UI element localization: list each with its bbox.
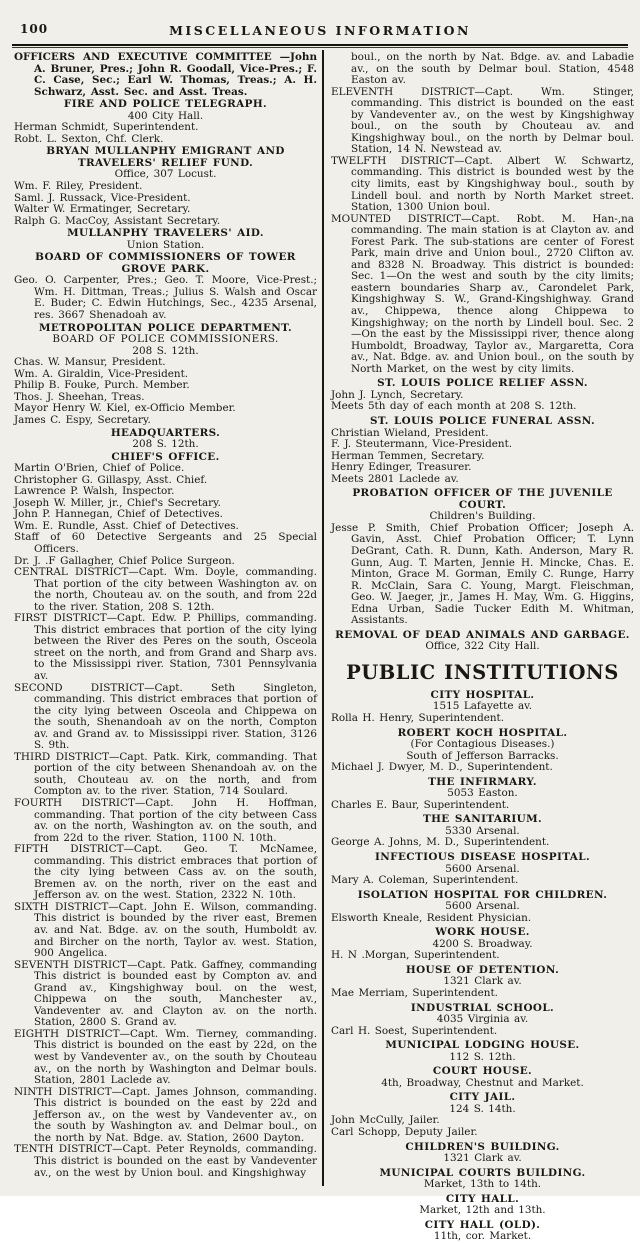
entry-line: Mayor Henry W. Kiel, ex-Officio Member. <box>14 402 236 415</box>
entry-line: Walter W. Ermatinger, Secretary. <box>14 203 191 216</box>
paragraph: CENTRAL DISTRICT—Capt. Wm. Doyle, commanding. That portion of the city between Washington av. on the north, Chouteau av. on the south, and from 22d to the river. Station, 208 S. 12th. <box>14 566 317 613</box>
entry-line: Meets 2801 Laclede av. <box>331 472 459 485</box>
paragraph: FIRST DISTRICT—Capt. Edw. P. Phillips, commanding. This district embraces that portion of the city lying between the River des Peres on the south, Osceola street on the north, and from Grand and Sharp avs. to the Mississippi river. Station, 7301 Pennsylvania av. <box>14 612 317 682</box>
entry-line: Mary A. Coleman, Superintendent. <box>331 874 519 887</box>
address-line: 1321 Clark av. <box>443 1152 522 1165</box>
entry-line: Charles E. Baur, Superintendent. <box>331 798 510 811</box>
address-line: South of Jefferson Barracks. <box>406 749 559 762</box>
entry-line: Philip B. Fouke, Purch. Member. <box>14 379 190 392</box>
section-heading: BOARD OF COMMISSIONERS OF TOWER GROVE PARK. <box>35 251 296 275</box>
paragraph: FIFTH DISTRICT—Capt. Geo. T. McNamee, commanding. This district embraces that portion of the city lying between Cass av. on the south, Bremen av. on the north, river on the east and Jefferson av. on the west. Station, 2322 N. 10th. <box>14 843 317 902</box>
section-heading: ROBERT KOCH HOSPITAL. <box>397 726 568 739</box>
entry-line: Carl H. Soest, Superintendent. <box>331 1024 498 1037</box>
entry-line: Christian Wieland, President. <box>331 426 489 439</box>
paragraph: SIXTH DISTRICT—Capt. John E. Wilson, commanding. This district is bounded by the river east, Bremen av. and Nat. Bdge. av. on the south, Humboldt av. and Bircher on the north, Taylor av. west. Station, 900 Angelica. <box>14 900 317 960</box>
address-line: 4200 S. Broadway. <box>432 937 533 950</box>
address-line: 4th, Broadway, Chestnut and Market. <box>381 1076 584 1089</box>
address-line: 5053 Easton. <box>447 787 518 800</box>
entry-line: John J. Lynch, Secretary. <box>331 388 464 401</box>
page-header <box>0 20 640 44</box>
major-heading: PUBLIC INSTITUTIONS <box>346 660 619 684</box>
section-heading: COURT HOUSE. <box>432 1065 533 1078</box>
entry-line: Herman Temmen, Secretary. <box>331 449 485 462</box>
entry-line: Lawrence P. Walsh, Inspector. <box>14 485 175 498</box>
column-divider <box>322 50 324 1186</box>
section-heading: THE INFIRMARY. <box>428 775 537 788</box>
address-line: 208 S. 12th. <box>132 344 199 357</box>
section-heading: THE SANITARIUM. <box>422 813 543 826</box>
entry-line: James C. Espy, Secretary. <box>14 413 151 426</box>
entry-line: Meets 5th day of each month at 208 S. 12th. <box>331 400 577 413</box>
section-heading: CHILDREN'S BUILDING. <box>405 1140 560 1153</box>
section-heading: ST. LOUIS POLICE RELIEF ASSN. <box>377 377 588 390</box>
paragraph: Geo. O. Carpenter, Pres.; Geo. T. Moore, Vice-Prest.; Wm. H. Dittman, Treas.; Julius S. Walsh and Oscar E. Buder; C. Edwin Hutchings, Sec., 4235 Arsenal, res. 3667 Shenadoah av. <box>14 274 317 322</box>
section-heading: BRYAN MULLANPHY EMIGRANT AND TRAVELERS' RELIEF FUND. <box>46 145 285 169</box>
entry-line: Henry Edinger, Treasurer. <box>331 461 472 474</box>
entry-line: George A. Johns, M. D., Superintendent. <box>331 836 550 849</box>
paragraph: TWELFTH DISTRICT—Capt. Albert W. Schwartz, commanding. This district is bounded west by the city limits, east by Kingshighway boul., south by Lindell boul. and north by North Market street. Station, 1300 Union boul. <box>331 154 634 214</box>
page-number: 100 <box>20 22 49 36</box>
entry-line: Ralph G. MacCoy, Assistant Secretary. <box>14 214 221 227</box>
address-line: 124 S. 14th. <box>449 1102 516 1115</box>
section-heading: CITY HOSPITAL. <box>430 688 535 701</box>
entry-line: Martin O'Brien, Chief of Police. <box>14 462 185 475</box>
entry-line: Mae Merriam, Superintendent. <box>331 987 498 1000</box>
entry-line: Robt. L. Sexton, Chf. Clerk. <box>14 132 164 145</box>
address-line: 400 City Hall. <box>127 109 204 122</box>
entry-line: Saml. J. Russack, Vice-President. <box>14 191 191 204</box>
paragraph: SECOND DISTRICT—Capt. Seth Singleton, commanding. This district embraces that portion of the city lying between Osceola and Chippewa on the south, Shenandoah av on the north, Compton av. and Grand av. to Mississippi river. Station, 3126 S. 9th. <box>14 681 317 752</box>
left-column <box>14 52 317 1179</box>
address-line: 11th, cor. Market. <box>433 1230 532 1243</box>
entry-line: Thos. J. Sheehan, Treas. <box>14 390 145 403</box>
address-line: Market, 12th and 13th. <box>419 1204 546 1217</box>
paragraph: EIGHTH DISTRICT—Capt. Wm. Tierney, commanding. This district is bounded on the east by 22d, on the west by Vandeventer av., on the south by Chouteau av., on the north by Washington and Delmar bouls. Station, 2801 Laclede av. <box>14 1027 317 1087</box>
entry-line: Herman Schmidt, Superintendent. <box>14 121 199 134</box>
section-heading: HEADQUARTERS. <box>110 426 221 439</box>
address-line: 1515 Lafayette av. <box>432 700 533 713</box>
entry-line: F. J. Steutermann, Vice-President. <box>331 438 513 451</box>
section-heading: CITY HALL. <box>445 1192 520 1205</box>
entry-line: Dr. J. .F Gallagher, Chief Police Surgeon. <box>14 554 235 567</box>
address-line: 5330 Arsenal. <box>445 824 520 837</box>
section-heading: CHIEF'S OFFICE. <box>111 450 220 463</box>
section-heading: FIRE AND POLICE TELEGRAPH. <box>63 98 268 111</box>
paragraph: SEVENTH DISTRICT—Capt. Patk. Gaffney, commanding This district is bounded east by Compton av. and Grand av., Kingshighway boul. on the west, Chippewa on the south, Manchester av., Vandeventer av. and Clayton av. on the north. Station, 2800 S. Grand av. <box>14 958 317 1029</box>
entry-line: Wm. F. Riley, President. <box>14 180 143 193</box>
paragraph: TENTH DISTRICT—Capt. Peter Reynolds, commanding. This district is bounded on the east by Vandeventer av., on the west by Union boul. and Kingshighway <box>14 1143 317 1179</box>
entry-line: Michael J. Dwyer, M. D., Superintendent. <box>331 761 553 774</box>
entry-line: Wm. A. Giraldin, Vice-President. <box>14 367 189 380</box>
section-heading: MUNICIPAL LODGING HOUSE. <box>385 1039 580 1052</box>
paragraph-continuation: boul., on the north by Nat. Bdge. av. and Labadie av., on the south by Delmar boul. Station, 4548 Easton av. <box>351 51 634 87</box>
section-heading: HOUSE OF DETENTION. <box>405 963 560 976</box>
address-line: 1321 Clark av. <box>443 975 522 988</box>
entry-line: H. N .Morgan, Superintendent. <box>331 949 500 962</box>
address-line: 5600 Arsenal. <box>445 900 520 913</box>
paragraph: Staff of 60 Detective Sergeants and 25 Special Officers. <box>14 531 317 555</box>
paragraph: MOUNTED DISTRICT—Capt. Robt. M. Han-,na commanding. The main station is at Clayton av. and Forest Park. The sub-stations are center of Forest Park, main drive and Union boul., 2720 Clifton av. and 8328 N. Broadway. This district is bounded: Sec. 1—On the west and south by the city limits; eastern boundaries Sharp av., Carondelet Park, Kingshighway S. W., Grand-Kingshighway. Grand av., Chippewa, thence along Chippewa to Kingshighway; on the north by Lindell boul. Sec. 2—On the east by the Mississippi river, thence along Humboldt, Broadway, Taylor av., Margaretta, Cora av., Nat. Bdge. av. and Union boul., on the south by North Market, on the west by city limits. <box>331 212 634 375</box>
section-heading: METROPOLITAN POLICE DEPARTMENT. <box>38 321 292 334</box>
section-heading: ISOLATION HOSPITAL FOR CHILDREN. <box>357 888 608 901</box>
entry-line: John P. Hannegan, Chief of Detectives. <box>14 508 223 521</box>
paragraph: FOURTH DISTRICT—Capt. John H. Hoffman, commanding. That portion of the city between Cass av. on the north, Washington av. on the south, and from 22d to the river. Station, 1100 N. 10th. <box>14 797 317 844</box>
section-heading: INDUSTRIAL SCHOOL. <box>410 1001 555 1014</box>
right-column <box>331 52 634 1243</box>
address-line: 4035 Virginia av. <box>436 1013 529 1026</box>
entry-line: Carl Schopp, Deputy Jailer. <box>331 1126 478 1139</box>
section-heading: MUNICIPAL COURTS BUILDING. <box>379 1166 586 1179</box>
section-heading: CITY JAIL. <box>449 1091 516 1104</box>
address-line: Union Station. <box>126 238 205 251</box>
paragraph: THIRD DISTRICT—Capt. Patk. Kirk, commanding. That portion of the city between Shenandoah av. on the south, Chouteau av. on the north, and from Compton av. to the river. Station, 714 Soulard. <box>14 750 317 798</box>
entry-line: Elsworth Kneale, Resident Physician. <box>331 911 532 924</box>
entry-line: Christopher G. Gillaspy, Asst. Chief. <box>14 473 208 486</box>
address-line: 112 S. 12th. <box>449 1050 516 1063</box>
section-heading: MULLANPHY TRAVELERS' AID. <box>67 227 264 240</box>
subheading: BOARD OF POLICE COMMISSIONERS. <box>52 333 279 346</box>
paragraph: NINTH DISTRICT—Capt. James Johnson, commanding. This district is bounded on the east by 22d and Jefferson av., on the west by Vandeventer av., on the south by Washington av. and Delmar boul., on the north by Nat. Bdge. av. Station, 2600 Dayton. <box>14 1085 317 1144</box>
section-heading: WORK HOUSE. <box>435 926 530 939</box>
address-line: (For Contagious Diseases.) <box>410 738 555 751</box>
address-line: 5600 Arsenal. <box>445 862 520 875</box>
section-heading: REMOVAL OF DEAD ANIMALS AND GARBAGE. <box>335 628 630 641</box>
header-rule <box>12 44 628 46</box>
address-line: Market, 13th to 14th. <box>423 1178 542 1191</box>
entry-line: Wm. E. Rundle, Asst. Chief of Detectives. <box>14 519 239 532</box>
section-heading: INFECTIOUS DISEASE HOSPITAL. <box>375 851 590 863</box>
section-heading: CITY HALL (OLD). <box>424 1218 541 1231</box>
entry-line: Rolla H. Henry, Superintendent. <box>331 711 505 724</box>
section-heading: PROBATION OFFICER OF THE JUVENILE COURT. <box>352 487 613 511</box>
address-line: Children's Building. <box>429 510 536 523</box>
committee-paragraph: OFFICERS AND EXECUTIVE COMMITTEE —John A. Bruner, Pres.; John R. Goodall, Vice-Pres.; F. C. Case, Sec.; Earl W. Thomas, Treas.; A. H. Schwarz, Asst. Sec. and Asst. Treas. <box>14 51 317 98</box>
address-line: 208 S. 12th. <box>132 438 199 451</box>
section-heading: ST. LOUIS POLICE FUNERAL ASSN. <box>370 414 595 427</box>
paragraph: ELEVENTH DISTRICT—Capt. Wm. Stinger, commanding. This district is bounded on the east by Vandeventer av., on the west by Kingshighway boul., on the south by Chouteau av. and Kingshighway boul., on the north by Delmar boul. Station, 14 N. Newstead av. <box>331 85 634 156</box>
address-line: Office, 322 City Hall. <box>425 640 540 653</box>
entry-line: Joseph W. Miller, jr., Chief's Secretary. <box>14 496 221 509</box>
entry-line: Chas. W. Mansur, President. <box>14 356 166 369</box>
address-line: Office, 307 Locust. <box>114 168 217 181</box>
page-title: MISCELLANEOUS INFORMATION <box>169 23 471 38</box>
paragraph: Jesse P. Smith, Chief Probation Officer; Joseph A. Gavin, Asst. Chief Probation Officer; T. Lynn DeGrant, Cath. R. Dunn, Kath. Anderson, Mary R. Gunn, Aug. T. Marten, Jennie H. Mincke, Chas. E. Minton, Grace M. Gorman, Emily C. Runge, Harry R. McClain, Sara C. Young, Margt. Fleischman, Geo. W. Jaeger, jr., James H. May, Wm. G. Higgins, Edna Urban, Sadie Tucker Edith M. Whitman, Assistants. <box>331 521 634 627</box>
header-rule-secondary <box>12 47 628 48</box>
entry-line: John McCully, Jailer. <box>331 1114 440 1127</box>
